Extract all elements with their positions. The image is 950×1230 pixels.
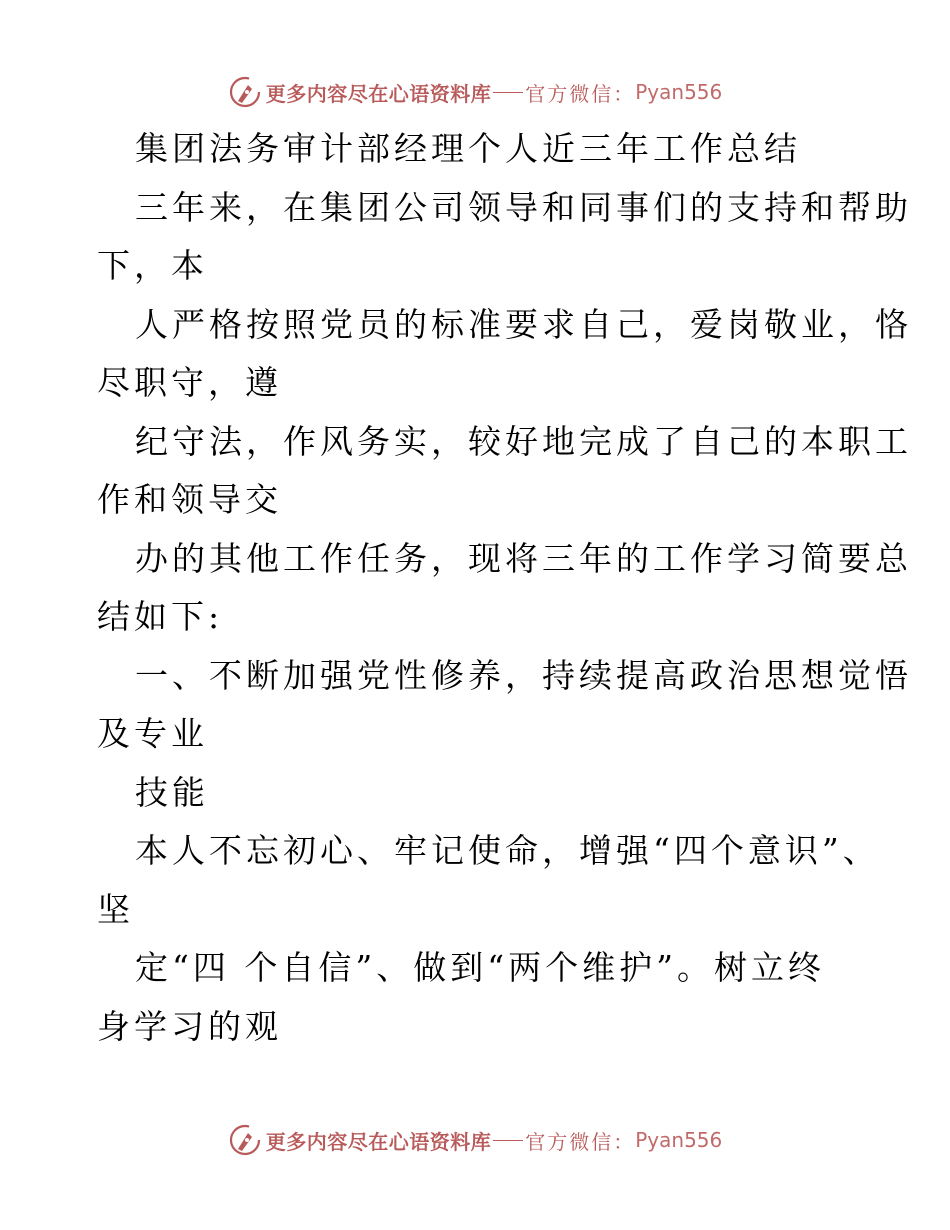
document-body [97, 120, 912, 1056]
pen-nib-logo-icon [228, 1123, 262, 1157]
watermark-wechat-id: Pyan556 [635, 1128, 723, 1152]
watermark-dash [493, 92, 523, 93]
text-line: 作和领导交 [97, 480, 282, 519]
section-heading-cont: 技能 [135, 772, 209, 812]
text-line: 下，本 [97, 246, 208, 285]
watermark-label: 官方微信： [525, 1129, 636, 1154]
text-line: 结如下: [97, 597, 224, 636]
watermark-dash [493, 1140, 523, 1141]
text-line: 办的其他工作任务，现将三年的工作学习简要总 [135, 538, 912, 578]
header-watermark [0, 72, 950, 112]
watermark-label: 官方微信： [525, 81, 636, 106]
footer-watermark [0, 1120, 950, 1160]
text-line: 三年来，在集团公司领导和同事们的支持和帮助 [135, 187, 912, 227]
text-line: 本人不忘初心、牢记使命，增强“四个意识”、 [135, 831, 880, 870]
document-title: 集团法务审计部经理个人近三年工作总结 [135, 129, 801, 168]
text-line: 人严格按照党员的标准要求自己，爱岗敬业，恪 [135, 304, 912, 344]
section-heading-cont: 及专业 [97, 714, 208, 753]
text-line: 身学习的观 [97, 1006, 282, 1046]
text-line: 尽职守，遵 [97, 363, 282, 402]
section-heading: 一、不断加强党性修养，持续提高政治思想觉悟 [135, 655, 912, 695]
text-line: 坚 [97, 889, 134, 929]
watermark-wechat-id: Pyan556 [635, 80, 723, 104]
watermark-brand: 更多内容尽在心语资料库 [265, 81, 492, 106]
text-line: 定“四 个自信”、做到“两个维护”。树立终 [135, 948, 825, 987]
text-line: 纪守法，作风务实，较好地完成了自己的本职工 [135, 421, 912, 461]
pen-nib-logo-icon [228, 75, 262, 109]
watermark-brand: 更多内容尽在心语资料库 [265, 1129, 492, 1154]
